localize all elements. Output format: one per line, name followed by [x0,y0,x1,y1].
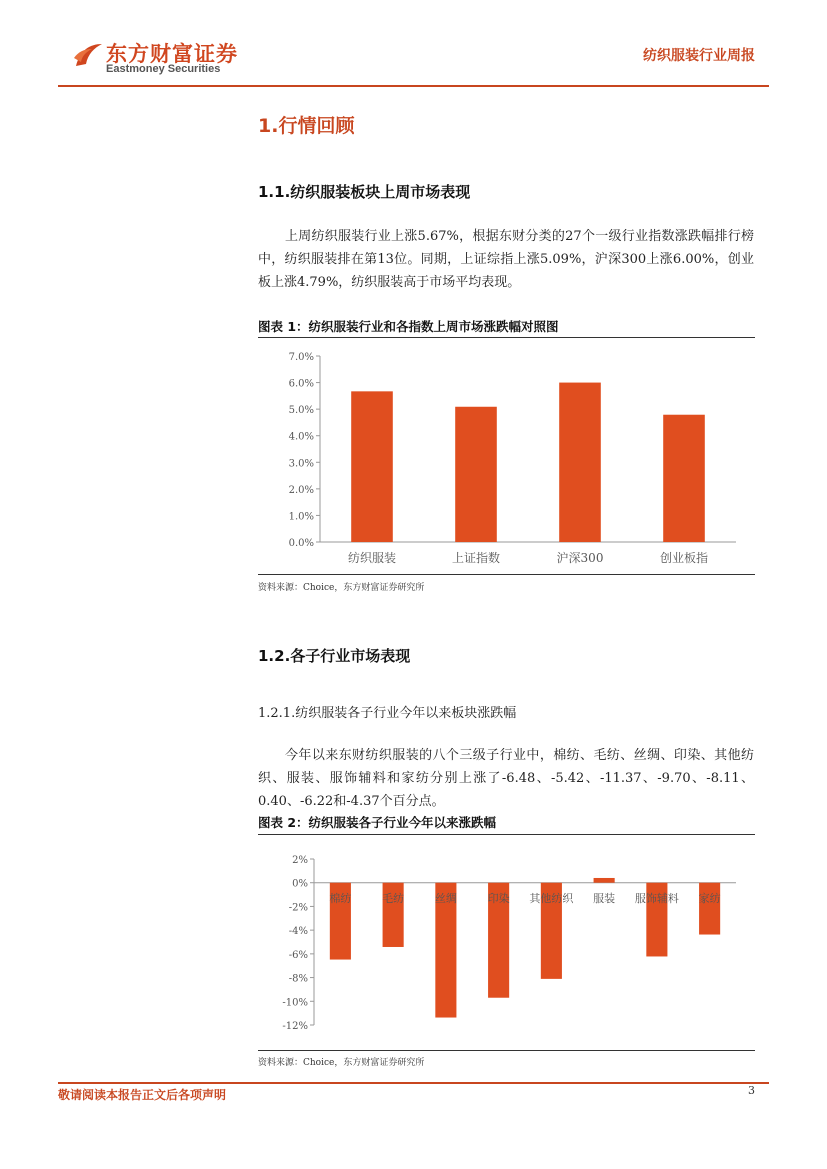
figure-2-title: 图表 2：纺织服装各子行业今年以来涨跌幅 [258,815,497,830]
chart1-category-label: 沪深300 [556,551,604,565]
chart2-category-label: 其他纺织 [529,892,574,905]
chart1-y-tick-label: 5.0% [288,405,314,417]
chart2-y-tick-label: -12% [282,1021,308,1032]
chart1-y-tick-label: 4.0% [288,431,314,443]
chart1-category-label: 上证指数 [451,551,501,565]
figure-2-top-rule [258,834,755,835]
chart2-category-label: 棉纺 [329,892,352,905]
header-divider [58,85,769,87]
logo-chinese-name: 东方财富证券 [106,42,238,66]
chart2-bar [594,878,615,883]
page-number: 3 [748,1084,755,1097]
chart2-category-label: 丝绸 [434,892,457,905]
chart2-y-tick-label: -8% [288,973,308,985]
chart1-category-label: 创业板指 [659,551,709,565]
chart1-y-tick-label: 0.0% [288,538,314,549]
paragraph-subindustry-performance: 今年以来东财纺织服装的八个三级子行业中，棉纺、毛纺、丝绸、印染、其他纺织、服装、服饰辅料和家纺分别上涨了-6.48、-5.42、-11.37、-9.70、-8.11、0.40、-6.22和-4.37个百分点。 [258,748,754,809]
figure-1-title: 图表 1：纺织服装行业和各指数上周市场涨跌幅对照图 [258,319,559,334]
figure-1-source: 资料来源：Choice，东方财富证券研究所 [258,583,425,593]
chart1-bar [455,407,497,542]
chart2-category-label: 印染 [487,892,510,905]
figure-2-source: 资料来源：Choice，东方财富证券研究所 [258,1058,425,1068]
logo-english-name: Eastmoney Securities [106,63,221,75]
subsection-title-1-2: 1.2.各子行业市场表现 [258,647,411,665]
chart2-y-tick-label: 0% [292,878,308,890]
paragraph-weekly-performance: 上周纺织服装行业上涨5.67%，根据东财分类的27个一级行业指数涨跌幅排行榜中，纺织服装排在第13位。同期，上证综指上涨5.09%，沪深300上涨6.00%，创业板上涨4.79%，纺织服装高于市场平均表现。 [258,229,754,290]
figure-1-top-rule [258,337,755,338]
figure-2-bottom-rule [258,1050,755,1051]
chart1-bar [663,415,705,542]
chart1-y-tick-label: 7.0% [288,352,314,363]
disclaimer-note: 敬请阅读本报告正文后各项声明 [58,1088,227,1102]
chart1-bar [559,383,601,542]
figure-1-bottom-rule [258,574,755,575]
subsection-title-1-2-1: 1.2.1.纺织服装各子行业今年以来板块涨跌幅 [258,706,517,721]
chart-subindustry-ytd-change [258,838,755,1048]
chart1-category-label: 纺织服装 [347,551,397,565]
chart-weekly-index-change [258,340,755,574]
chart1-y-tick-label: 2.0% [288,484,314,496]
eastmoney-logo-icon [72,40,104,72]
footer-divider [58,1082,769,1084]
chart2-y-tick-label: -2% [288,902,308,914]
section-title: 1.行情回顾 [258,115,355,137]
chart1-y-tick-label: 6.0% [288,378,314,390]
chart2-bar [699,883,720,935]
chart1-y-tick-label: 1.0% [288,511,314,523]
chart2-category-label: 家纺 [698,892,721,905]
report-title: 纺织服装行业周报 [643,48,755,64]
chart2-y-tick-label: 2% [292,855,308,866]
chart1-y-tick-label: 3.0% [288,458,314,470]
chart2-y-tick-label: -6% [288,949,308,961]
chart2-category-label: 毛纺 [382,892,405,905]
chart1-bar [351,391,393,542]
chart2-category-label: 服饰辅料 [634,892,679,905]
chart2-y-tick-label: -4% [288,926,308,938]
subsection-title-1-1: 1.1.纺织服装板块上周市场表现 [258,183,471,201]
chart2-category-label: 服装 [593,892,616,905]
chart2-y-tick-label: -10% [282,997,308,1009]
